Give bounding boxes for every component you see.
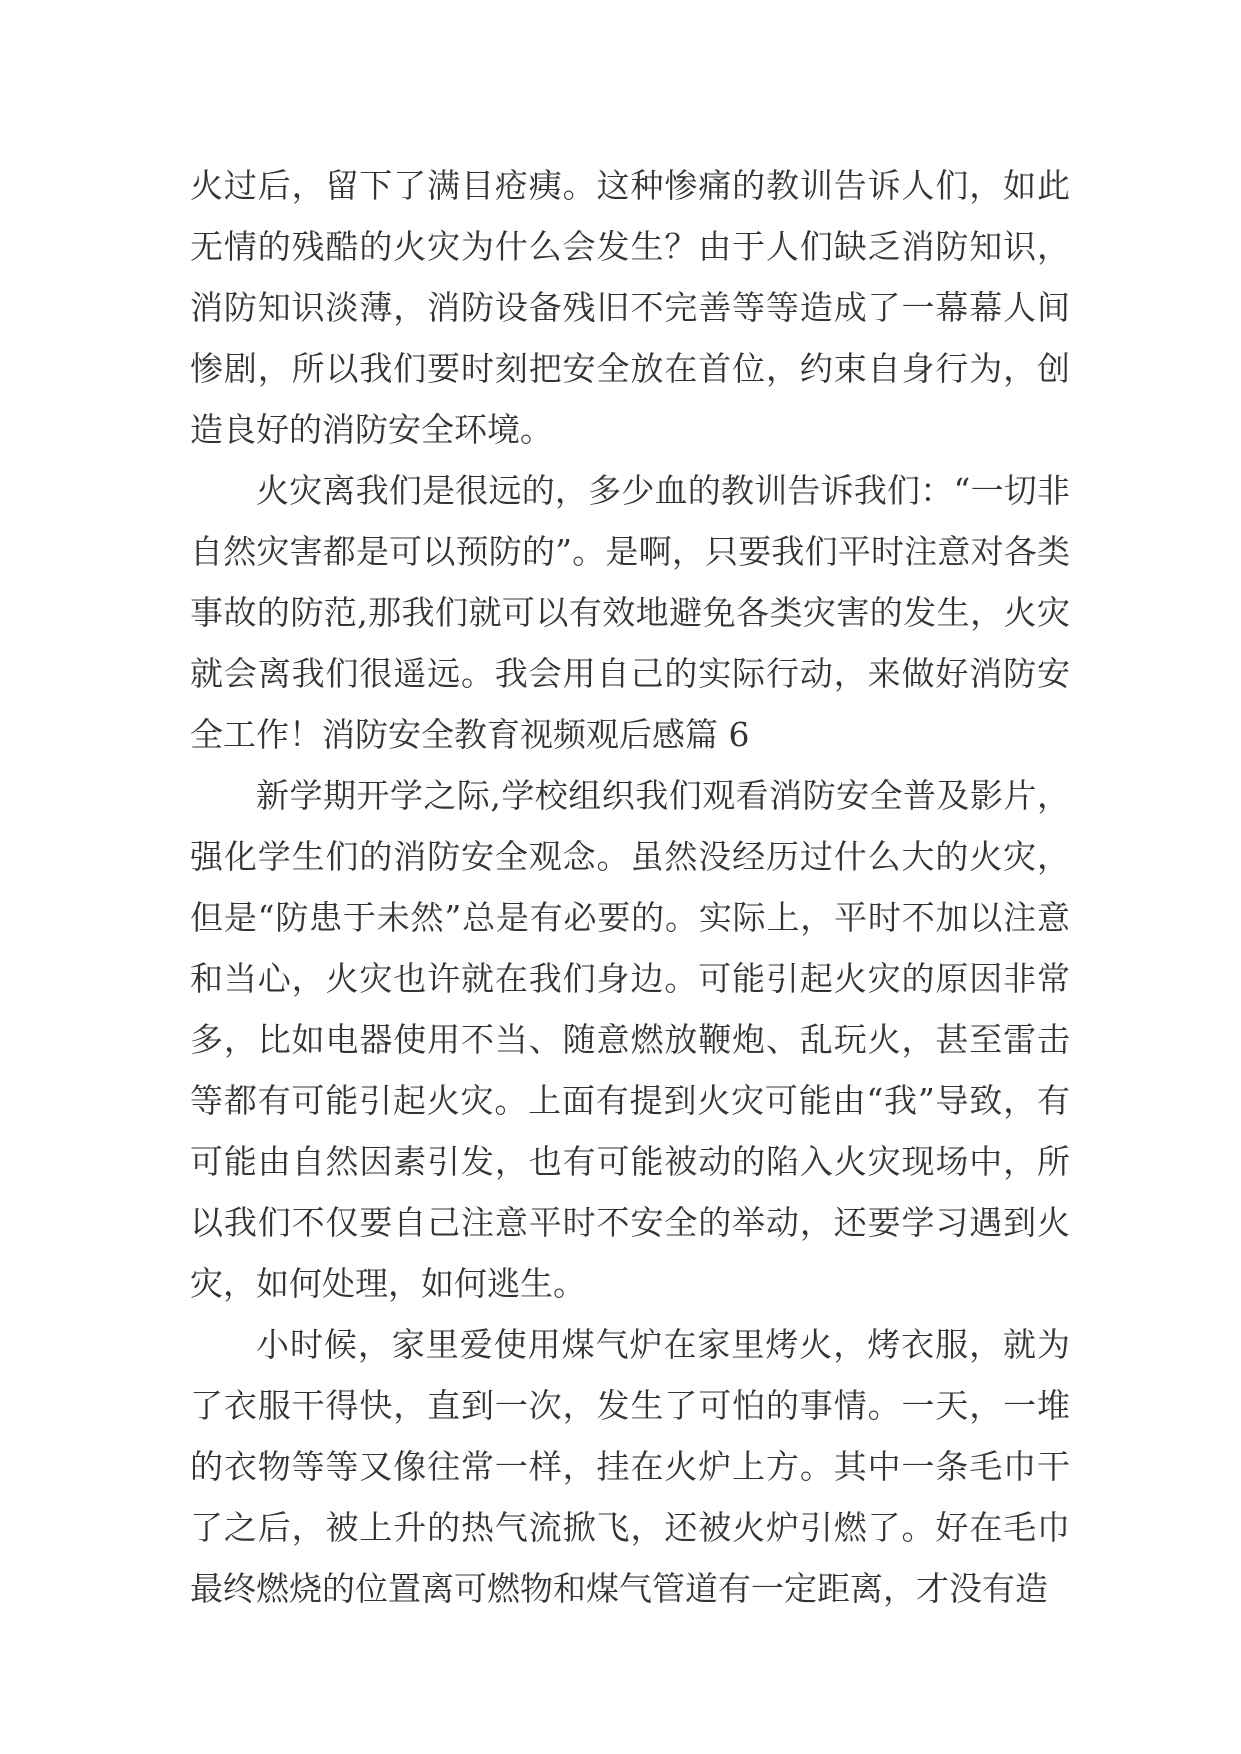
- document-body: [190, 155, 1070, 1619]
- paragraph-fire-prevention: 火灾离我们是很远的，多少血的教训告诉我们：“一切非自然灾害都是可以预防的”。是啊，只要我们平时注意对各类事故的防范,那我们就可以有效地避免各类灾害的发生，火灾就会离我们很遥远。我会用自己的实际行动，来做好消防安全工作！消防安全教育视频观后感篇 6: [190, 471, 1070, 754]
- paragraph-new-semester: 新学期开学之际,学校组织我们观看消防安全普及影片，强化学生们的消防安全观念。虽然没经历过什么大的火灾，但是“防患于未然”总是有必要的。实际上，平时不加以注意和当心，火灾也许就在我们身边。可能引起火灾的原因非常多，比如电器使用不当、随意燃放鞭炮、乱玩火，甚至雷击等都有可能引起火灾。上面有提到火灾可能由“我”导致，有可能由自然因素引发，也有可能被动的陷入火灾现场中，所以我们不仅要自己注意平时不安全的举动，还要学习遇到火灾，如何处理，如何逃生。: [190, 776, 1070, 1303]
- paragraph-childhood-story: 小时候，家里爱使用煤气炉在家里烤火，烤衣服，就为了衣服干得快，直到一次，发生了可怕的事情。一天，一堆的衣物等等又像往常一样，挂在火炉上方。其中一条毛巾干了之后，被上升的热气流掀飞，还被火炉引燃了。好在毛巾最终燃烧的位置离可燃物和煤气管道有一定距离，才没有造: [190, 1325, 1070, 1608]
- paragraph-continuation: 火过后，留下了满目疮痍。这种惨痛的教训告诉人们，如此无情的残酷的火灾为什么会发生？由于人们缺乏消防知识，消防知识淡薄，消防设备残旧不完善等等造成了一幕幕人间惨剧，所以我们要时刻把安全放在首位，约束自身行为，创造良好的消防安全环境。: [190, 166, 1070, 449]
